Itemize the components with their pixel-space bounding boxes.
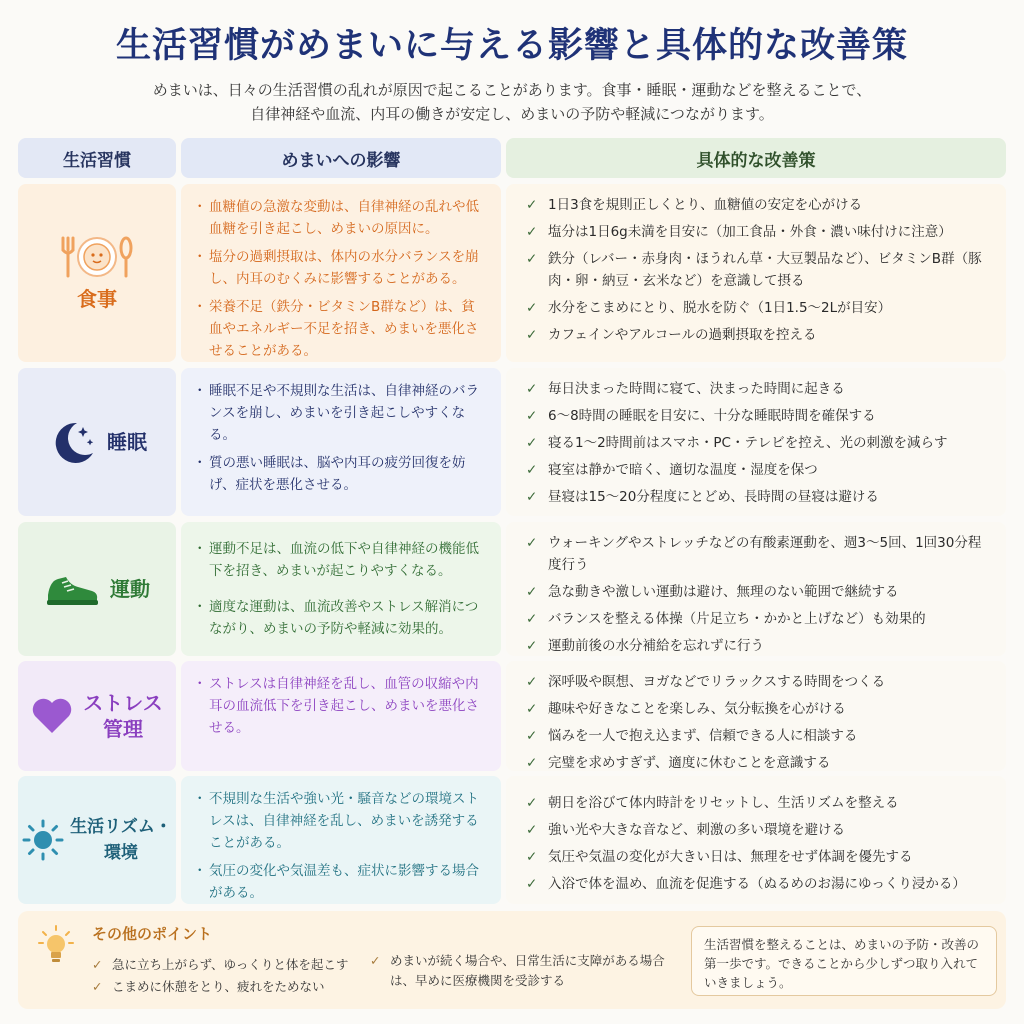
- effect-cell-diet: [181, 184, 501, 362]
- header-effect: めまいへの影響: [181, 138, 501, 178]
- habit-cell-rhythm: [18, 776, 176, 904]
- tips-cell-sleep: [506, 368, 1006, 516]
- tip-item: ✓ 悩みを一人で抱え込まず、信頼できる人に相談する: [526, 725, 992, 747]
- habit-cell-exercise: [18, 522, 176, 656]
- effect-item: ・ 質の悪い睡眠は、脳や内耳の疲労回復を妨げ、症状を悪化させる。: [197, 452, 487, 496]
- sun-icon: [22, 819, 64, 861]
- intro-line-1: めまいは、日々の生活習慣の乱れが原因で起こることがあります。食事・睡眠・運動などを整えることで、: [152, 81, 872, 99]
- tip-item: ✓ 寝る1〜2時間前はスマホ・PC・テレビを控え、光の刺激を減らす: [526, 432, 992, 454]
- tip-item: ✓ 鉄分（レバー・赤身肉・ほうれん草・大豆製品など）、ビタミンB群（豚肉・卵・納豆・玄米など）を意識して摂る: [526, 248, 992, 292]
- effect-cell-sleep: [181, 368, 501, 516]
- effect-cell-rhythm: [181, 776, 501, 904]
- tip-item: ✓ 寝室は静かで暗く、適切な温度・湿度を保つ: [526, 459, 992, 481]
- effect-cell-stress: [181, 661, 501, 771]
- tips-cell-stress: [506, 661, 1006, 771]
- tip-item: ✓ 毎日決まった時間に寝て、決まった時間に起きる: [526, 378, 992, 400]
- plate-fork-knife-icon: [57, 234, 137, 280]
- tip-item: ✓ 1日3食を規則正しくとり、血糖値の安定を心がける: [526, 194, 992, 216]
- effect-item: ・ 適度な運動は、血流改善やストレス解消につながり、めまいの予防や軽減に効果的。: [197, 596, 487, 640]
- habit-cell-stress: [18, 661, 176, 771]
- header-habit: 生活習慣: [18, 138, 176, 178]
- tip-item: ✓ 強い光や大きな音など、刺激の多い環境を避ける: [526, 819, 992, 841]
- effect-item: ・ 栄養不足（鉄分・ビタミンB群など）は、貧血やエネルギー不足を招き、めまいを悪化させることがある。: [197, 296, 487, 362]
- summary-note: 生活習慣を整えることは、めまいの予防・改善の第一歩です。できることから少しずつ取り入れていきましょう。: [691, 926, 997, 996]
- intro-line-2: 自律神経や血流、内耳の働きが安定し、めまいの予防や軽減につながります。: [250, 105, 774, 123]
- habit-label: 管理: [103, 717, 143, 741]
- heart-icon: [31, 697, 73, 735]
- point-item: ✓ 急に立ち上がらず、ゆっくりと体を起こす: [92, 955, 362, 975]
- point-item: ✓ こまめに休憩をとり、疲れをためない: [92, 977, 362, 997]
- other-points-title: その他のポイント: [92, 925, 213, 943]
- effect-item: ・ 睡眠不足や不規則な生活は、自律神経のバランスを崩し、めまいを引き起こしやすくなる。: [197, 380, 487, 446]
- tips-cell-exercise: [506, 522, 1006, 656]
- page-title: 生活習慣がめまいに与える影響と具体的な改善策: [115, 26, 908, 66]
- header-tips: 具体的な改善策: [506, 138, 1006, 178]
- effect-item: ・ 血糖値の急激な変動は、自律神経の乱れや低血糖を引き起こし、めまいの原因に。: [197, 196, 487, 240]
- effect-cell-exercise: [181, 522, 501, 656]
- tip-item: ✓ カフェインやアルコールの過剰摂取を控える: [526, 324, 992, 346]
- tip-item: ✓ バランスを整える体操（片足立ち・かかと上げなど）も効果的: [526, 608, 992, 630]
- lightbulb-icon: [38, 925, 74, 965]
- habit-label: ストレス: [83, 691, 163, 715]
- effect-item: ・ ストレスは自律神経を乱し、血管の収縮や内耳の血流低下を引き起こし、めまいを悪化させる。: [197, 673, 487, 739]
- effect-item: ・ 塩分の過剰摂取は、体内の水分バランスを崩し、内耳のむくみに影響することがある。: [197, 246, 487, 290]
- habit-cell-sleep: [18, 368, 176, 516]
- tip-item: ✓ 完璧を求めすぎず、適度に休むことを意識する: [526, 752, 992, 774]
- tip-item: ✓ 急な動きや激しい運動は避け、無理のない範囲で継続する: [526, 581, 992, 603]
- tip-item: ✓ 運動前後の水分補給を忘れずに行う: [526, 635, 992, 657]
- other-points-panel: [18, 911, 1006, 1009]
- tip-item: ✓ ウォーキングやストレッチなどの有酸素運動を、週3〜5回、1回30分程度行う: [526, 532, 992, 576]
- effect-item: ・ 気圧の変化や気温差も、症状に影響する場合がある。: [197, 860, 487, 904]
- habit-label: 運動: [110, 577, 150, 601]
- effect-item: ・ 運動不足は、血流の低下や自律神経の機能低下を招き、めまいが起こりやすくなる。: [197, 538, 487, 582]
- tip-item: ✓ 気圧や気温の変化が大きい日は、無理をせず体調を優先する: [526, 846, 992, 868]
- sneaker-icon: [44, 569, 100, 609]
- effect-item: ・ 不規則な生活や強い光・騒音などの環境ストレスは、自律神経を乱し、めまいを誘発することがある。: [197, 788, 487, 854]
- habit-cell-diet: [18, 184, 176, 362]
- tip-item: ✓ 6〜8時間の睡眠を目安に、十分な睡眠時間を確保する: [526, 405, 992, 427]
- tip-item: ✓ 塩分は1日6g未満を目安に（加工食品・外食・濃い味付けに注意）: [526, 221, 992, 243]
- tip-item: ✓ 朝日を浴びて体内時計をリセットし、生活リズムを整える: [526, 792, 992, 814]
- tip-item: ✓ 趣味や好きなことを楽しみ、気分転換を心がける: [526, 698, 992, 720]
- habit-label: 環境: [103, 843, 138, 863]
- tip-item: ✓ 入浴で体を温め、血流を促進する（ぬるめのお湯にゆっくり浸かる）: [526, 873, 992, 895]
- habit-label: 睡眠: [107, 430, 147, 454]
- tip-item: ✓ 昼寝は15〜20分程度にとどめ、長時間の昼寝は避ける: [526, 486, 992, 508]
- habit-label: 食事: [77, 287, 117, 311]
- point-item: ✓ めまいが続く場合や、日常生活に支障がある場合は、早めに医療機関を受診する: [370, 951, 676, 991]
- tip-item: ✓ 深呼吸や瞑想、ヨガなどでリラックスする時間をつくる: [526, 671, 992, 693]
- tips-cell-rhythm: [506, 776, 1006, 904]
- intro-text: [0, 78, 1024, 126]
- tip-item: ✓ 水分をこまめにとり、脱水を防ぐ（1日1.5〜2Lが目安）: [526, 297, 992, 319]
- habit-label: 生活リズム・: [70, 817, 172, 837]
- moon-stars-icon: [47, 417, 97, 467]
- tips-cell-diet: [506, 184, 1006, 362]
